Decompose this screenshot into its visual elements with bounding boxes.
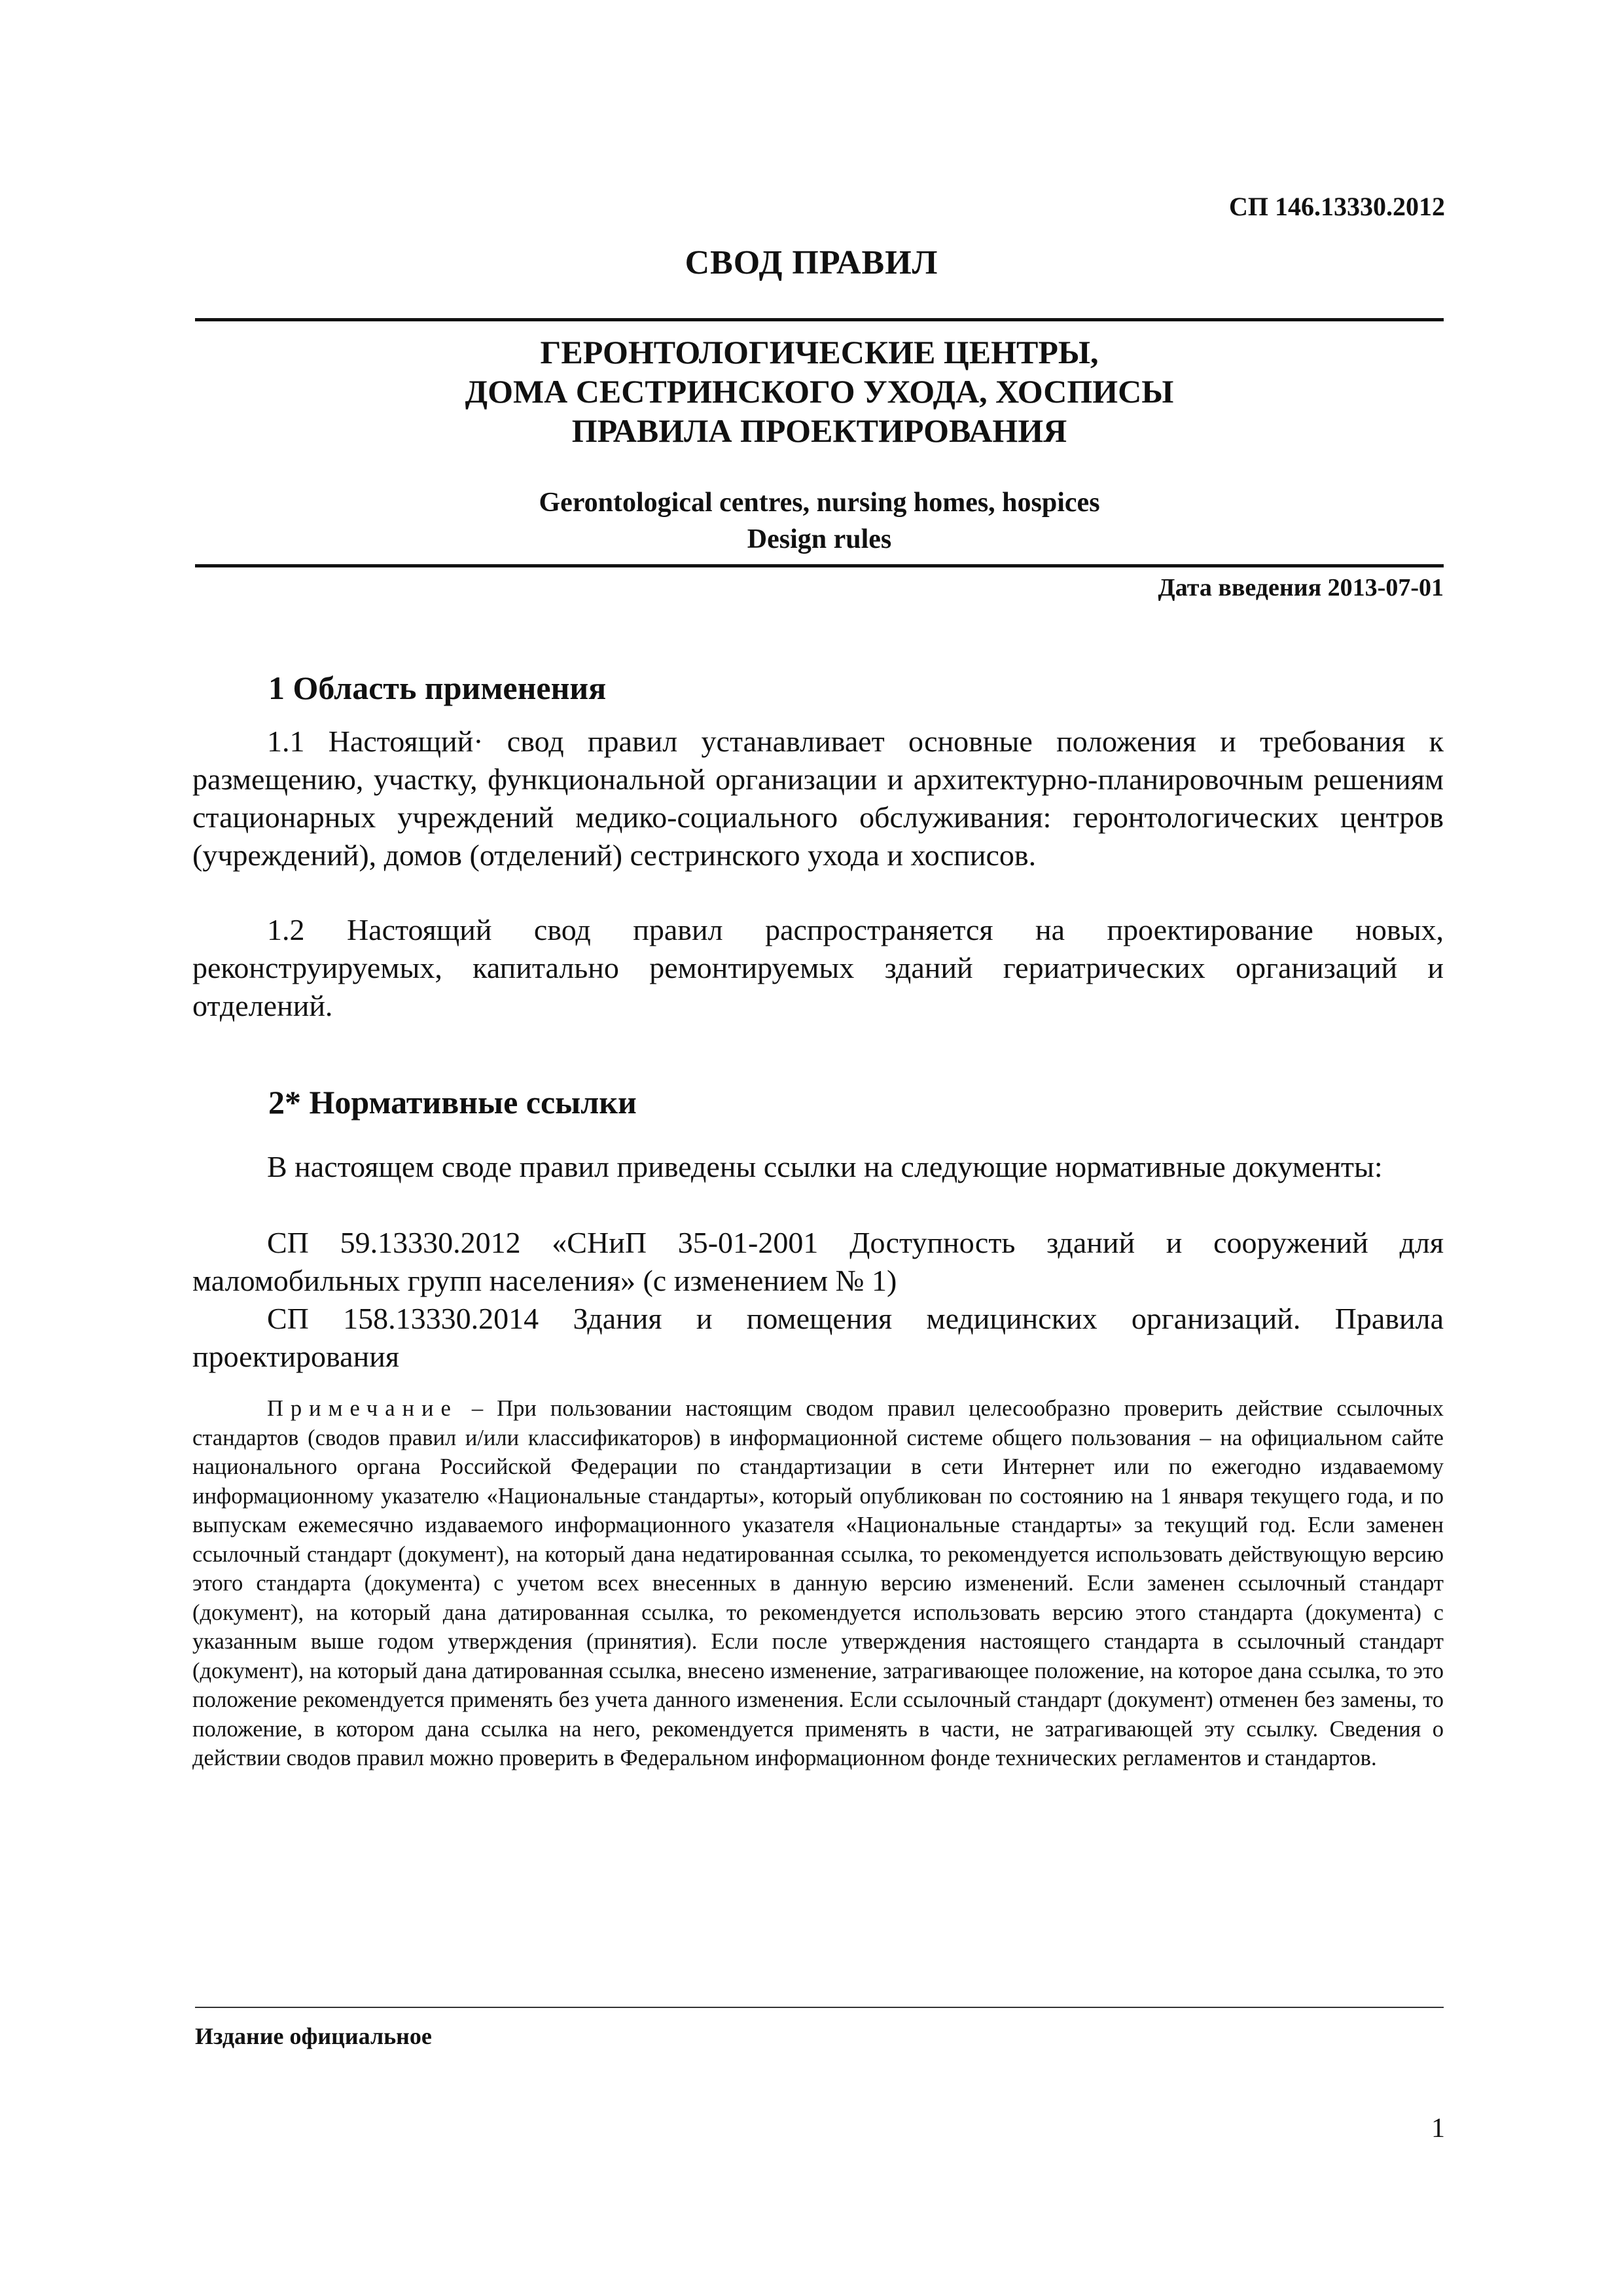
note-paragraph: [192, 1394, 1444, 1773]
russian-title-line: ПРАВИЛА ПРОЕКТИРОВАНИЯ: [571, 412, 1067, 449]
document-type-title: СВОД ПРАВИЛ: [685, 244, 938, 281]
edition-label: Издание официальное: [195, 2023, 432, 2049]
english-title: [195, 484, 1444, 558]
document-code: СП 146.13330.2012: [1229, 192, 1445, 221]
note-text: – При пользовании настоящим сводом правил целесообразно проверить действие ссылочных стандартов (сводов правил и/или классификаторов) в информационной системе общего пользования – на официальном сайте национального органа Российской Федерации по стандартизации в сети Интернет или по ежегодно издаваемому информационному указателю «Национальные стандарты», который опубликован по состоянию на 1 января текущего года, и по выпускам ежемесячно издаваемого информационного указателя «Национальные стандарты» за текущий год. Если заменен ссылочный стандарт (документ), на который дана недатированная ссылка, то рекомендуется использовать действующую версию этого стандарта (документа) с учетом всех внесенных в данную версию изменений. Если заменен ссылочный стандарт (документ), на который дана датированная ссылка, то рекомендуется использовать версию этого стандарта (документа) с указанным выше годом утверждения (принятия). Если после утверждения настоящего стандарта в ссылочный стандарт (документ), на который дана датированная ссылка, внесено изменение, затрагивающее положение, на которое дана ссылка, то это положение рекомендуется применять без учета данного изменения. Если ссылочный стандарт (документ) отменен без замены, то положение, в котором дана ссылка на него, рекомендуется применять в части, не затрагивающей эту ссылку. Сведения о действии сводов правил можно проверить в Федеральном информационном фонде технических регламентов и стандартов.: [192, 1396, 1444, 1770]
introduction-date: Дата введения 2013-07-01: [1158, 574, 1444, 601]
references-intro-paragraph: В настоящем своде правил приведены ссылки на следующие нормативные документы:: [267, 1150, 1383, 1183]
page-number: 1: [1431, 2113, 1445, 2144]
english-title-line: Gerontological centres, nursing homes, hospices: [539, 488, 1100, 518]
english-title-line: Design rules: [747, 524, 892, 554]
reference-item: СП 59.13330.2012 «СНиП 35-01-2001 Доступность зданий и сооружений для маломобильных групп населения» (с изменением № 1): [192, 1226, 1444, 1297]
reference-item: СП 158.13330.2014 Здания и помещения медицинских организаций. Правила проектирования: [192, 1302, 1444, 1373]
section-2-heading: 2* Нормативные ссылки: [268, 1084, 637, 1121]
footer-divider: [195, 2007, 1444, 2008]
note-label: Примечание: [267, 1396, 458, 1421]
russian-title-line: ГЕРОНТОЛОГИЧЕСКИЕ ЦЕНТРЫ,: [540, 334, 1099, 370]
russian-title-line: ДОМА СЕСТРИНСКОГО УХОДА, ХОСПИСЫ: [465, 373, 1174, 410]
paragraph-1-1: 1.1 Настоящий· свод правил устанавливает основные положения и требования к размещению, участку, функциональной организации и архитектурно-планировочным решениям стационарных учреждений медико-социального обслуживания: геронтологических центров (учреждений), домов (отделений) сестринского ухода и хосписов.: [192, 725, 1444, 872]
russian-title: [195, 332, 1444, 450]
title-divider: [195, 564, 1444, 567]
top-divider: [195, 318, 1444, 321]
paragraph-1-2: 1.2 Настоящий свод правил распространяется на проектирование новых, реконструируемых, капитально ремонтируемых зданий гериатрических организаций и отделений.: [192, 913, 1444, 1022]
section-1-heading: 1 Область применения: [268, 670, 607, 706]
